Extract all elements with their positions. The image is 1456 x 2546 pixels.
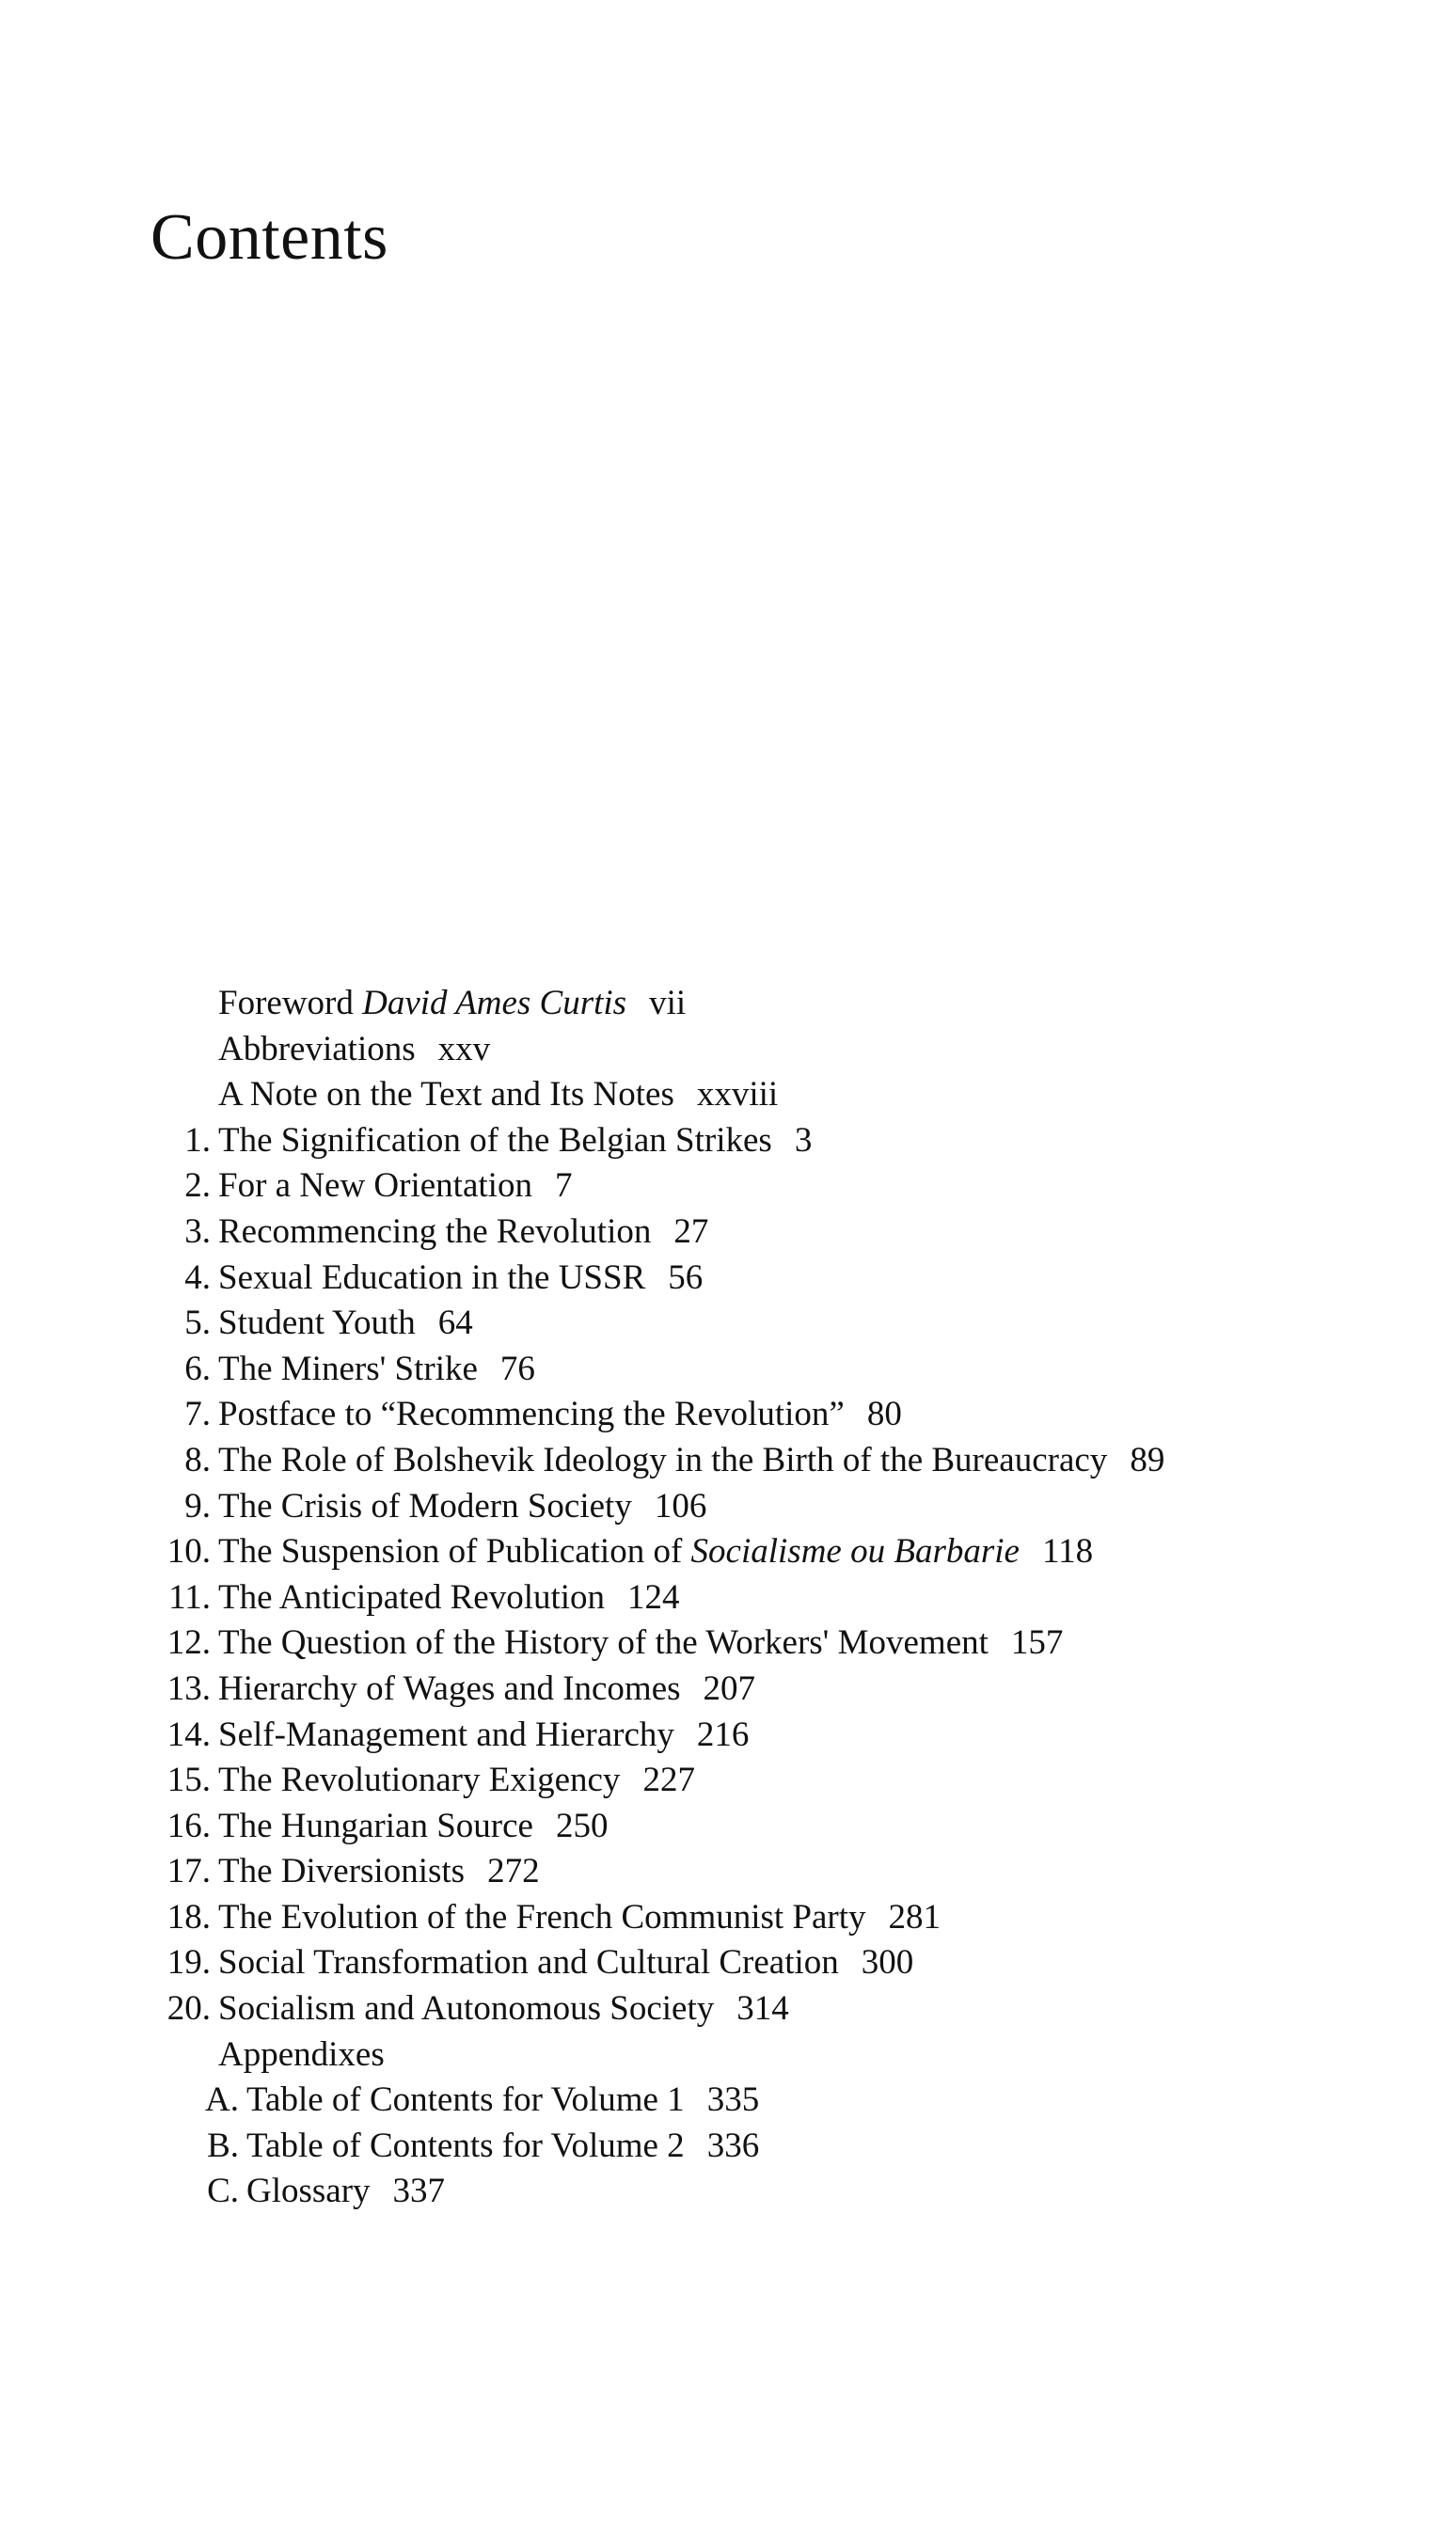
toc-entry-chapter-20 <box>0 1986 1456 2032</box>
toc-entry-title: Postface to “Recommencing the Revolution” <box>218 1395 845 1434</box>
toc-entry-chapter-16 <box>0 1804 1456 1850</box>
toc-entry-chapter-15 <box>0 1758 1456 1804</box>
toc-entry-chapter-2 <box>0 1163 1456 1210</box>
toc-entry-page: 335 <box>706 2080 760 2120</box>
toc-entry-chapter-17 <box>0 1849 1456 1895</box>
toc-entry-number: 13. <box>166 1668 211 1708</box>
toc-entry-chapter-5 <box>0 1301 1456 1347</box>
toc-entry-page: 64 <box>437 1304 473 1343</box>
toc-entry-title: The Suspension of Publication of <box>218 1532 683 1572</box>
toc-entry-title: Self-Management and Hierarchy <box>218 1715 674 1754</box>
toc-entry-title: For a New Orientation <box>218 1166 532 1206</box>
toc-entry-page: 281 <box>888 1897 942 1937</box>
toc-entry-page: 89 <box>1130 1440 1165 1479</box>
toc-entry-number: 7. <box>184 1395 211 1434</box>
toc-entry-chapter-3 <box>0 1210 1456 1256</box>
toc-entry-title: The Anticipated Revolution <box>218 1577 606 1617</box>
toc-entry-number: 6. <box>184 1349 211 1388</box>
toc-entry-title: Recommencing the Revolution <box>218 1211 652 1251</box>
toc-entry-number: 10. <box>166 1532 211 1572</box>
toc-entry-chapter-7 <box>0 1392 1456 1438</box>
toc-entry-page: 80 <box>866 1395 902 1434</box>
toc-entry-number: 18. <box>166 1897 211 1937</box>
toc-entry-number: 17. <box>166 1852 211 1891</box>
toc-entry-number: 8. <box>184 1440 211 1479</box>
toc-entry-chapter-9 <box>0 1484 1456 1530</box>
toc-entry-title: Glossary <box>246 2172 371 2211</box>
toc-entry-page: 124 <box>627 1577 680 1617</box>
toc-entry-number: 4. <box>184 1257 211 1297</box>
toc-entry-chapter-19 <box>0 1940 1456 1986</box>
toc-entry-title: Appendixes <box>218 2034 385 2074</box>
toc-entry-chapter-12 <box>0 1621 1456 1667</box>
toc-entry-page: 300 <box>861 1943 914 1983</box>
toc-entry-number: 15. <box>166 1761 211 1800</box>
toc-entry-title: Student Youth <box>218 1304 416 1343</box>
toc-entry-title: The Role of Bolshevik Ideology in the Birth of the Bureaucracy <box>218 1440 1108 1479</box>
toc-entry-title: Abbreviations <box>218 1029 416 1068</box>
toc-entry-number: A. <box>205 2080 239 2120</box>
toc-entry-page: vii <box>649 984 687 1022</box>
toc-entry-abbreviations <box>0 1027 1456 1073</box>
toc-entry-chapter-11 <box>0 1575 1456 1621</box>
toc-entry-chapter-14 <box>0 1713 1456 1759</box>
toc-entry-page: 272 <box>487 1852 540 1891</box>
toc-entry-appendix-b <box>0 2124 1456 2170</box>
toc-entry-appendixes-heading <box>0 2032 1456 2079</box>
toc-entry-number: 2. <box>184 1166 211 1206</box>
toc-entry-number: 16. <box>166 1806 211 1845</box>
toc-entry-title: The Question of the History of the Workers' Movement <box>218 1623 989 1663</box>
toc-entry-page: 76 <box>499 1349 535 1388</box>
toc-entry-note-on-text <box>0 1072 1456 1118</box>
toc-entry-title: The Signification of the Belgian Strikes <box>218 1120 772 1160</box>
toc-entry-page: 7 <box>554 1166 573 1206</box>
toc-entry-page: xxviii <box>696 1075 779 1115</box>
toc-entry-number: 20. <box>166 1989 211 2029</box>
toc-entry-page: 227 <box>642 1761 695 1800</box>
toc-entry-number: 11. <box>168 1577 211 1617</box>
toc-entry-page: 337 <box>392 2172 446 2211</box>
toc-entry-page: 207 <box>703 1668 756 1708</box>
toc-entry-title: Sexual Education in the USSR <box>218 1257 646 1297</box>
toc-entry-page: 106 <box>654 1486 707 1526</box>
toc-entry-number: 9. <box>184 1486 211 1526</box>
toc-entry-chapter-13 <box>0 1667 1456 1713</box>
toc-entry-number: B. <box>207 2126 239 2165</box>
toc-entry-chapter-18 <box>0 1895 1456 1941</box>
toc-entry-title: The Revolutionary Exigency <box>218 1761 621 1800</box>
toc-entry-chapter-4 <box>0 1256 1456 1302</box>
table-of-contents <box>0 981 1456 2215</box>
toc-entry-title: The Evolution of the French Communist Party <box>218 1897 866 1937</box>
toc-entry-title: The Miners' Strike <box>218 1349 478 1388</box>
toc-entry-page: 118 <box>1041 1532 1094 1572</box>
toc-entry-author: David Ames Curtis <box>362 984 627 1022</box>
toc-entry-number: 14. <box>166 1715 211 1754</box>
toc-entry-number: 12. <box>166 1623 211 1663</box>
toc-entry-page: 216 <box>696 1715 750 1754</box>
toc-entry-title: The Diversionists <box>218 1852 466 1891</box>
toc-entry-page: 336 <box>706 2126 760 2165</box>
toc-entry-title: Table of Contents for Volume 1 <box>246 2080 685 2120</box>
toc-entry-page: 27 <box>673 1211 709 1251</box>
toc-entry-title: Socialism and Autonomous Society <box>218 1989 715 2029</box>
toc-entry-title: Social Transformation and Cultural Creation <box>218 1943 839 1983</box>
toc-entry-page: 157 <box>1010 1623 1064 1663</box>
toc-entry-number: 3. <box>184 1211 211 1251</box>
toc-entry-page: 3 <box>794 1120 813 1160</box>
toc-entry-number: 19. <box>166 1943 211 1983</box>
toc-entry-title: The Crisis of Modern Society <box>218 1486 632 1526</box>
toc-entry-chapter-1 <box>0 1118 1456 1164</box>
toc-entry-page: 314 <box>736 1989 789 2029</box>
toc-entry-page: 250 <box>555 1806 609 1845</box>
toc-entry-title: A Note on the Text and Its Notes <box>218 1075 674 1115</box>
toc-entry-number: 1. <box>184 1120 211 1160</box>
toc-entry-title-italic: Socialisme ou Barbarie <box>690 1532 1020 1572</box>
toc-entry-chapter-6 <box>0 1347 1456 1393</box>
toc-entry-title: Foreword <box>218 984 354 1022</box>
toc-entry-chapter-8 <box>0 1438 1456 1484</box>
toc-entry-foreword <box>0 981 1456 1027</box>
toc-entry-page: 56 <box>668 1257 704 1297</box>
toc-entry-title: Hierarchy of Wages and Incomes <box>218 1668 681 1708</box>
page-title: Contents <box>150 201 388 274</box>
toc-entry-appendix-c <box>0 2169 1456 2215</box>
toc-entry-chapter-10 <box>0 1529 1456 1575</box>
toc-entry-number: 5. <box>184 1304 211 1343</box>
toc-entry-title: Table of Contents for Volume 2 <box>246 2126 685 2165</box>
toc-entry-number: C. <box>207 2172 239 2211</box>
toc-entry-title: The Hungarian Source <box>218 1806 533 1845</box>
toc-entry-appendix-a <box>0 2078 1456 2124</box>
toc-entry-page: xxv <box>437 1029 491 1068</box>
